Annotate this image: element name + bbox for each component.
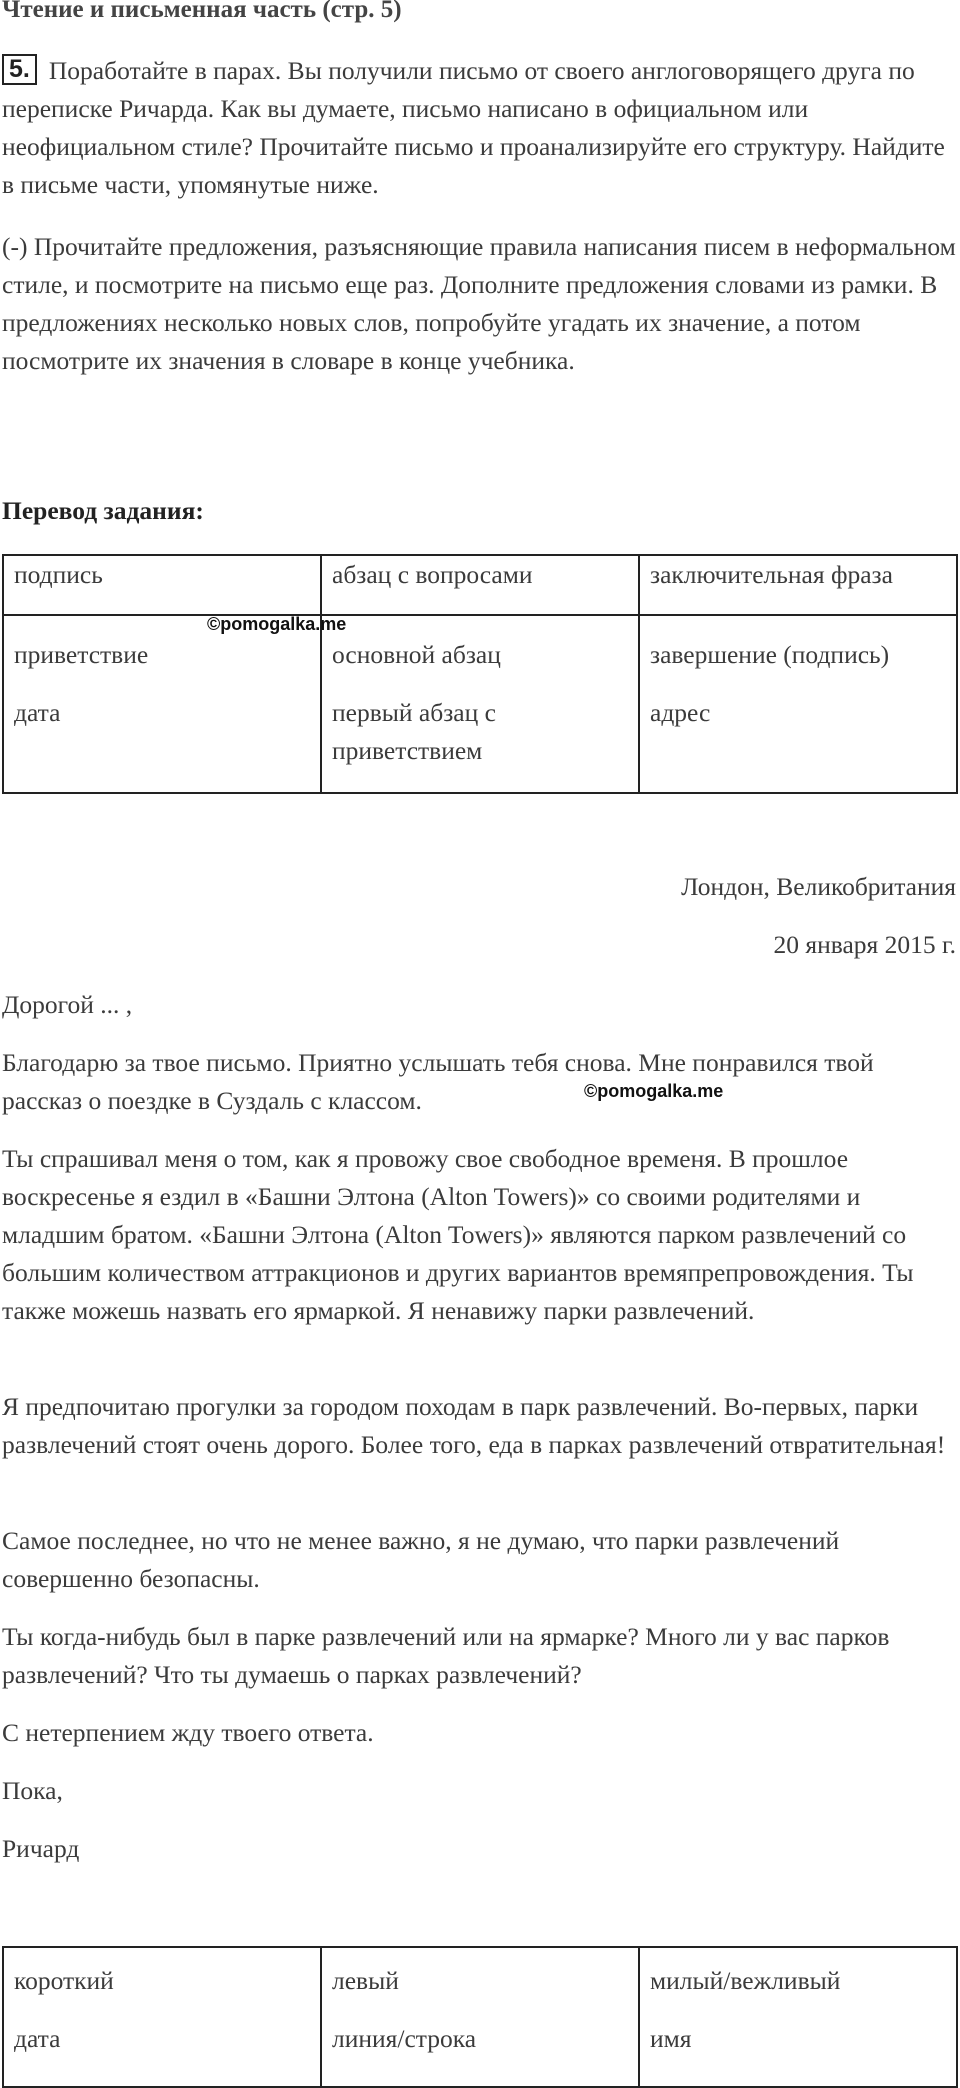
table-row [3,1947,957,2087]
table-cell: абзац с вопросами [321,555,639,615]
watermark: ©pomogalka.me [584,1081,724,1101]
table-cell [321,615,639,793]
page-heading: Чтение и письменная часть (стр. 5) [2,0,402,23]
cell-line: приветствие [14,640,149,669]
cell-line: короткий [14,1966,114,1995]
word-box-table-bottom [2,1946,958,2088]
table-cell [3,615,321,793]
cell-line: основной абзац [332,640,501,669]
letter-greeting: Дорогой ... , [2,990,133,1019]
table-cell [639,615,957,793]
table-cell: подпись [3,555,321,615]
table-cell [639,1947,957,2087]
letter-paragraph-2: Ты спрашивал меня о том, как я провожу свое свободное временя. В прошлое воскресенье я ездил в «Башни Элтона (Alton Towers)» со своими родителями и младшим братом. «Башни Элтона (Alton Towers)» являются парком развлечений со большим количеством аттракционов и других вариантов времяпрепровождения. Ты также можешь назвать его ярмаркой. Я ненавижу парки развлечений. [2,1144,914,1325]
cell-line: линия/строка [332,2024,477,2053]
watermark: ©pomogalka.me [207,614,347,634]
letter-signature: Ричард [2,1834,80,1863]
word-box-table-top [2,554,958,794]
cell-line: дата [14,2024,61,2053]
task-number: 5. [2,54,37,85]
table-row [3,555,957,615]
letter-date: 20 января 2015 г. [773,930,956,959]
letter-paragraph-5: Ты когда-нибудь был в парке развлечений или на ярмарке? Много ли у вас парков развлечений? Что ты думаешь о парках развлечений? [2,1622,890,1689]
letter-closing: Пока, [2,1776,63,1805]
cell-line: милый/вежливый [650,1966,841,1995]
letter-paragraph-3: Я предпочитаю прогулки за городом походам в парк развлечений. Во-первых, парки развлечений стоят очень дорого. Более того, еда в парках развлечений отвратительная! [2,1392,946,1459]
letter-paragraph-1: Благодарю за твое письмо. Приятно услышать тебя снова. Мне понравился твой рассказ о поездке в Суздаль с классом. [2,1048,874,1115]
letter-paragraph-4: Самое последнее, но что не менее важно, я не думаю, что парки развлечений совершенно безопасны. [2,1526,840,1593]
cell-line: первый абзац с приветствием [332,698,496,765]
table-cell [3,1947,321,2087]
task-text: Поработайте в парах. Вы получили письмо от своего англоговорящего друга по переписке Ричарда. Как вы думаете, письмо написано в официальном или неофициальном стиле? Прочитайте письмо и проанализируйте его структуру. Найдите в письме части, упомянутые ниже. [2,56,945,199]
table-row [3,615,957,793]
cell-line: левый [332,1966,399,1995]
letter-address: Лондон, Великобритания [681,872,956,901]
cell-line: имя [650,2024,692,2053]
table-cell [321,1947,639,2087]
table-cell: заключительная фраза [639,555,957,615]
cell-line: адрес [650,698,711,727]
subtask-paragraph: (-) Прочитайте предложения, разъясняющие правила написания писем в неформальном стиле, и посмотрите на письмо еще раз. Дополните предложения словами из рамки. В предложениях несколько новых слов, попробуйте угадать их значение, а потом посмотрите их значения в словаре в конце учебника. [2,232,956,375]
cell-line: завершение (подпись) [650,640,890,669]
letter-paragraph-6: С нетерпением жду твоего ответа. [2,1718,374,1747]
cell-line: дата [14,698,61,727]
translation-title: Перевод задания: [2,496,204,525]
task-paragraph [2,52,957,204]
